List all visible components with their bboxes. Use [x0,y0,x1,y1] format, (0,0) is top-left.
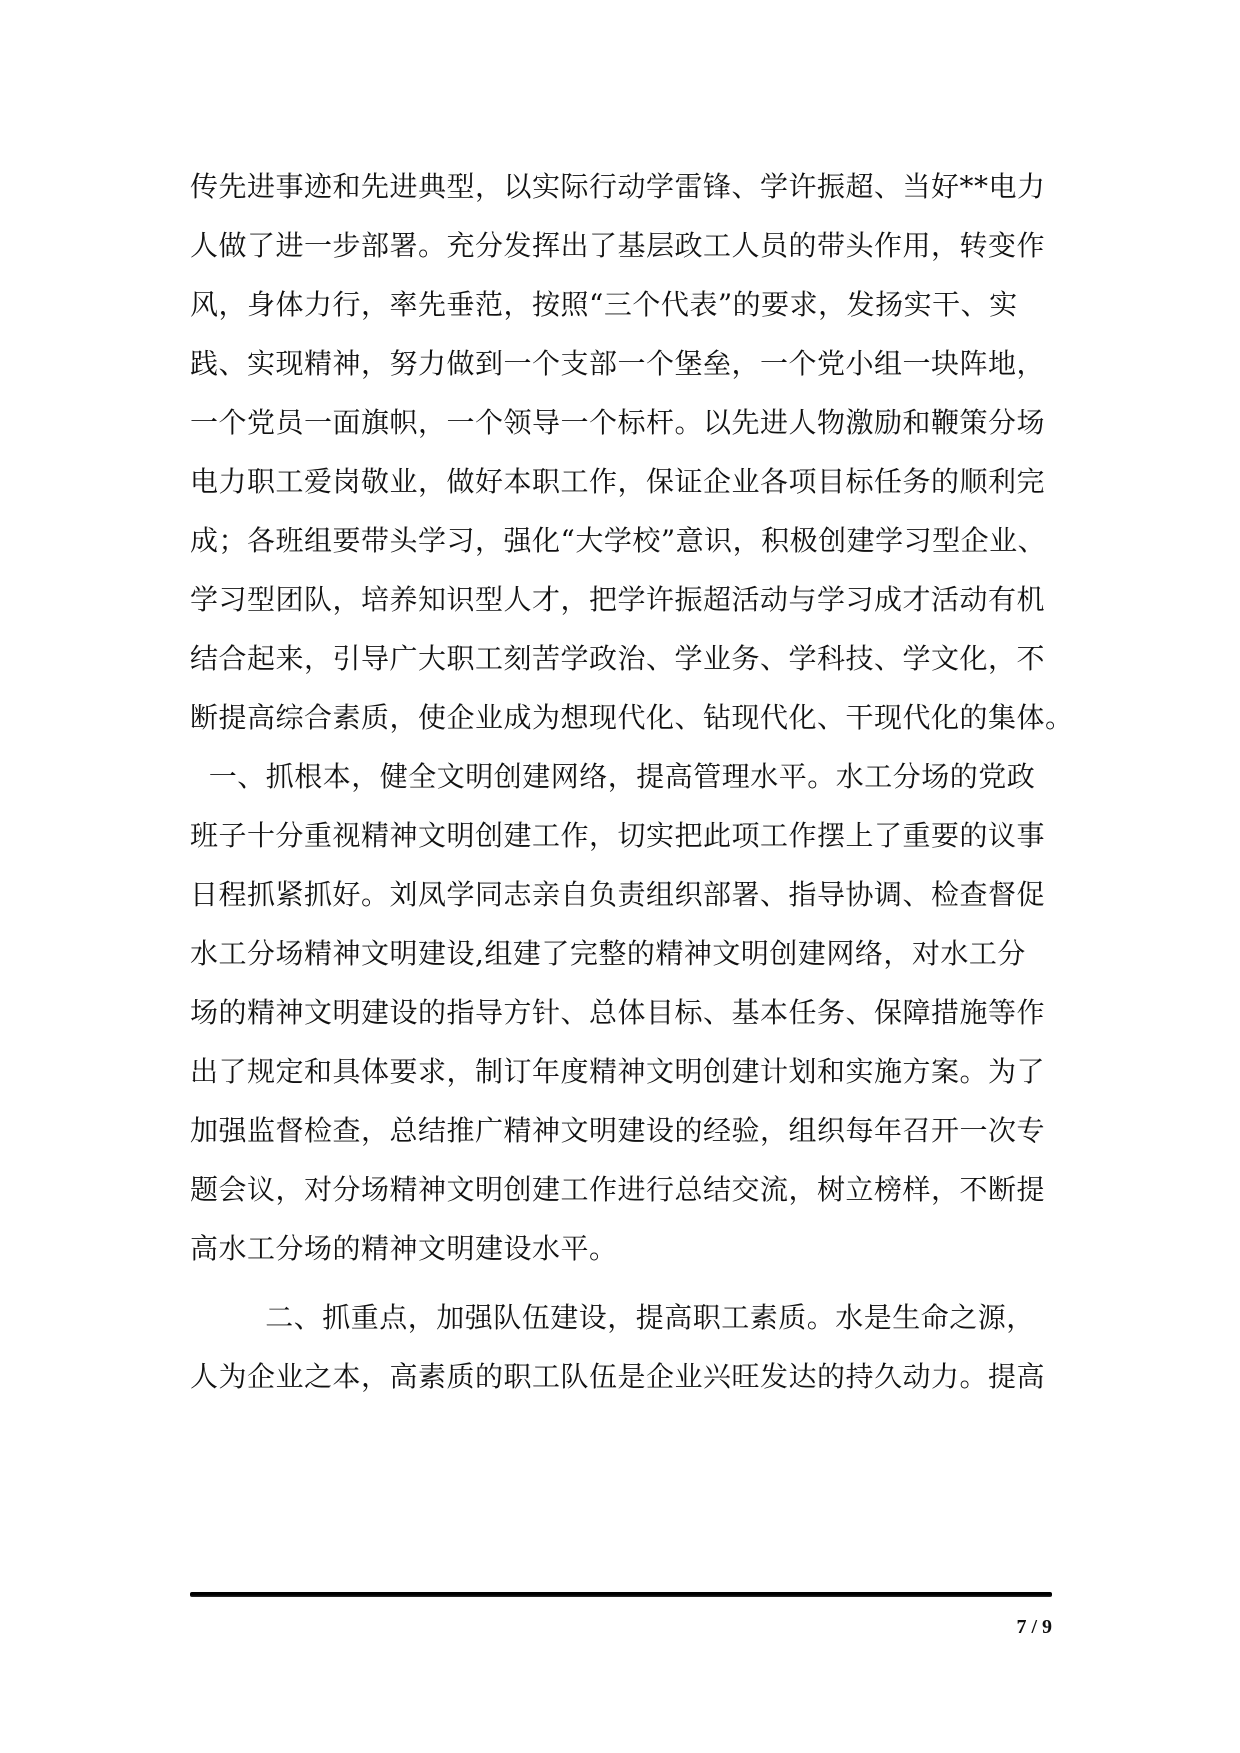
body-text-line: 践、实现精神，努力做到一个支部一个堡垒，一个党小组一块阵地， [190,347,1046,380]
body-text-line: 班子十分重视精神文明创建工作，切实把此项工作摆上了重要的议事 [190,819,1046,852]
body-text-line: 题会议，对分场精神文明创建工作进行总结交流，树立榜样，不断提 [190,1173,1046,1206]
page-number: 7 / 9 [1016,1616,1052,1638]
body-text-line: 学习型团队，培养知识型人才，把学许振超活动与学习成才活动有机 [190,583,1046,616]
body-text-line: 加强监督检查，总结推广精神文明建设的经验，组织每年召开一次专 [190,1114,1046,1147]
body-text-line: 结合起来，引导广大职工刻苦学政治、学业务、学科技、学文化，不 [190,642,1046,675]
body-text-line: 断提高综合素质，使企业成为想现代化、钻现代化、干现代化的集体。 [190,701,1074,734]
body-text-line: 高水工分场的精神文明建设水平。 [190,1232,618,1265]
footer-divider [190,1592,1052,1597]
body-text-line: 出了规定和具体要求，制订年度精神文明创建计划和实施方案。为了 [190,1055,1046,1088]
body-text-line: 传先进事迹和先进典型，以实际行动学雷锋、学许振超、当好**电力 [190,170,1046,203]
section-heading-line: 二、抓重点，加强队伍建设，提高职工素质。水是生命之源， [190,1301,1035,1334]
body-text-line: 电力职工爱岗敬业，做好本职工作，保证企业各项目标任务的顺利完 [190,465,1046,498]
body-text-line: 场的精神文明建设的指导方针、总体目标、基本任务、保障措施等作 [190,996,1046,1029]
body-text-line: 一个党员一面旗帜，一个领导一个标杆。以先进人物激励和鞭策分场 [190,406,1046,439]
body-text-line: 水工分场精神文明建设,组建了完整的精神文明创建网络，对水工分 [190,937,1026,970]
body-text-line: 成；各班组要带头学习，强化“大学校”意识，积极创建学习型企业、 [190,524,1047,557]
body-text-line: 风，身体力行，率先垂范，按照“三个代表”的要求，发扬实干、实 [190,288,1018,321]
body-text-line: 人为企业之本，高素质的职工队伍是企业兴旺发达的持久动力。提高 [190,1360,1046,1393]
section-heading-line: 一、抓根本，健全文明创建网络，提高管理水平。水工分场的党政 [190,760,1036,793]
body-text-line: 日程抓紧抓好。刘凤学同志亲自负责组织部署、指导协调、检查督促 [190,878,1046,911]
body-text-line: 人做了进一步部署。充分发挥出了基层政工人员的带头作用，转变作 [190,229,1046,262]
